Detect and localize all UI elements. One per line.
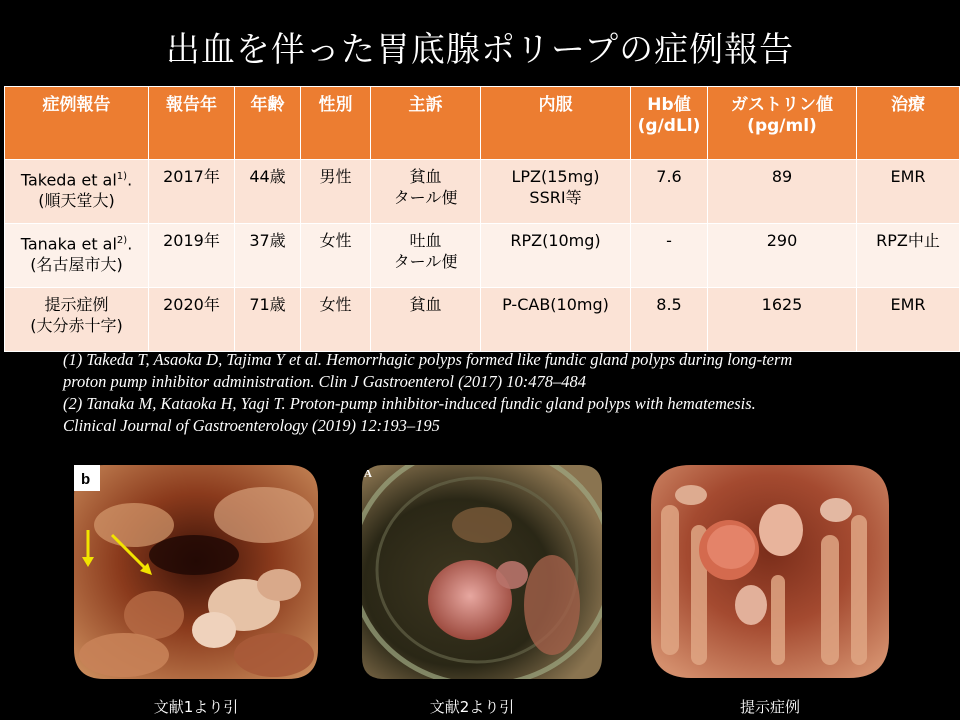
cell-hb: 7.6: [631, 160, 708, 224]
reference-line: proton pump inhibitor administration. Clin J Gastroenterol (2017) 10:478–484: [63, 372, 586, 391]
cell-age: 44歳: [235, 160, 301, 224]
references: [63, 349, 923, 437]
cell-gastrin: 1625: [708, 288, 857, 352]
header-treatment: 治療: [857, 87, 960, 160]
cell-report: Tanaka et $al^{2)}$. (名古屋市大): [5, 224, 149, 288]
cell-hb: -: [631, 224, 708, 288]
reference-line: Clinical Journal of Gastroenterology (2019) 12:193–195: [63, 416, 440, 435]
photo-label-a: A: [364, 468, 372, 480]
cell-treatment: EMR: [857, 288, 960, 352]
reference-line: (2) Tanaka M, Kataoka H, Yagi T. Proton-pump inhibitor-induced fundic gland polyps with hematemesis.: [63, 394, 756, 413]
header-complaint: 主訴: [371, 87, 481, 160]
cell-complaint: 貧血: [371, 288, 481, 352]
cell-medication: P-CAB(10mg): [481, 288, 631, 352]
cell-year: 2019年: [149, 224, 235, 288]
slide-title: 出血を伴った胃底腺ポリープの症例報告: [165, 30, 795, 70]
cell-sex: 女性: [301, 288, 371, 352]
endoscopy-photo-reference-2: [362, 465, 602, 679]
header-hb: Hb値 (g/dLl): [631, 87, 708, 160]
table-row: [5, 288, 960, 352]
cell-gastrin: 89: [708, 160, 857, 224]
cell-sex: 男性: [301, 160, 371, 224]
case-report-table: [4, 86, 960, 352]
photo-label-b: b: [81, 471, 91, 488]
cell-medication: RPZ(10mg): [481, 224, 631, 288]
cell-complaint: 吐血 タール便: [371, 224, 481, 288]
cell-treatment: EMR: [857, 160, 960, 224]
cell-report: Takeda et $al^{1)}$. (順天堂大): [5, 160, 149, 224]
header-case-report: 症例報告: [5, 87, 149, 160]
header-age: 年齢: [235, 87, 301, 160]
photo-caption: 提示症例: [739, 698, 800, 716]
cell-medication: LPZ(15mg) SSRI等: [481, 160, 631, 224]
photo-caption: 文献1より引: [153, 698, 239, 716]
cell-hb: 8.5: [631, 288, 708, 352]
cell-sex: 女性: [301, 224, 371, 288]
reference-line: (1) Takeda T, Asaoka D, Tajima Y et al. Hemorrhagic polyps formed like fundic gland polyps during long-term: [63, 350, 793, 369]
cell-gastrin: 290: [708, 224, 857, 288]
cell-age: 37歳: [235, 224, 301, 288]
cell-age: 71歳: [235, 288, 301, 352]
cell-report: 提示症例 (大分赤十字): [5, 288, 149, 352]
header-medication: 内服: [481, 87, 631, 160]
header-gastrin: ガストリン値 (pg/ml): [708, 87, 857, 160]
cell-year: 2020年: [149, 288, 235, 352]
cell-treatment: RPZ中止: [857, 224, 960, 288]
header-sex: 性別: [301, 87, 371, 160]
cell-complaint: 貧血 タール便: [371, 160, 481, 224]
endoscopy-photo-reference-1: [74, 465, 318, 679]
table-row: [5, 160, 960, 224]
cell-year: 2017年: [149, 160, 235, 224]
header-year: 報告年: [149, 87, 235, 160]
table-header-row: [5, 87, 960, 160]
photo-caption: 文献2より引: [429, 698, 515, 716]
table-row: [5, 224, 960, 288]
endoscopy-photo-presented-case: [651, 465, 889, 678]
